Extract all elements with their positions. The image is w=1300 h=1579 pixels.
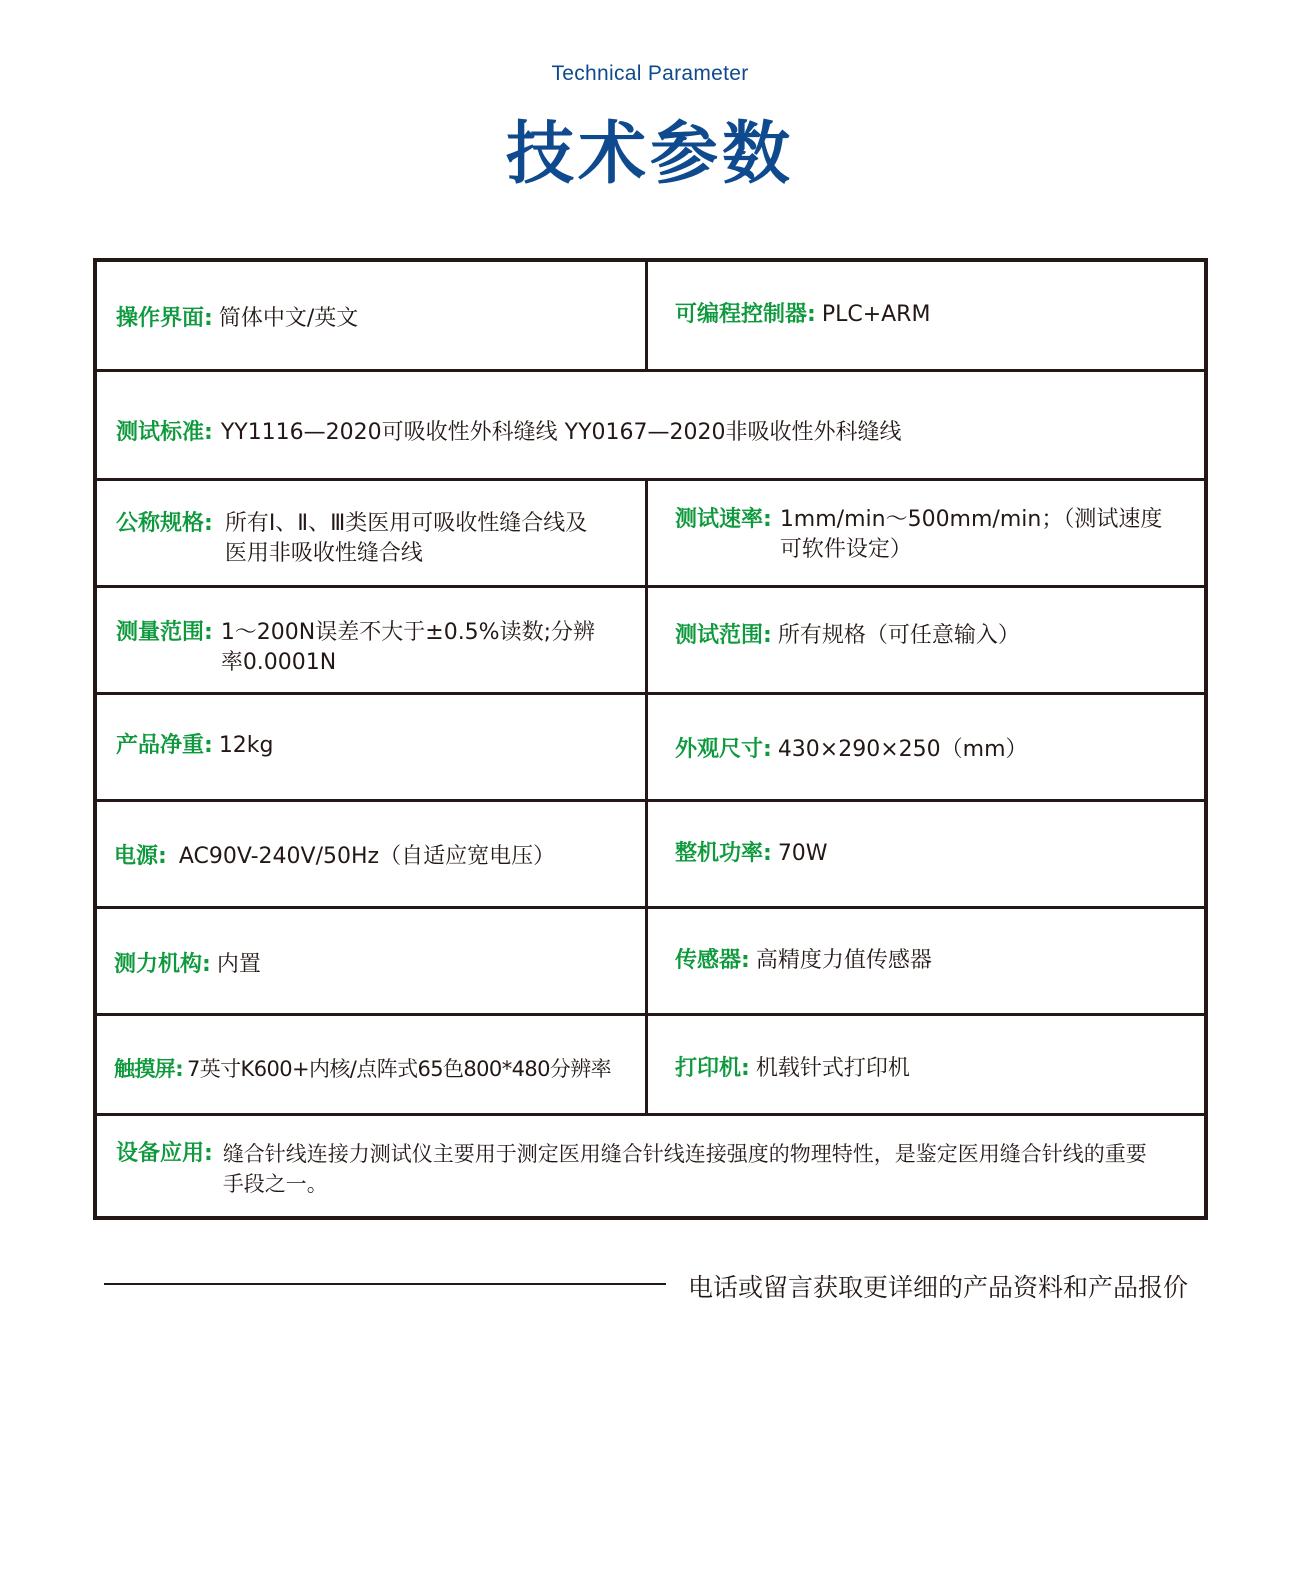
spec-row (97, 906, 1204, 1013)
spec-value: 所有Ⅰ、Ⅱ、Ⅲ类医用可吸收性缝合线及医用非吸收性缝合线 (224, 511, 588, 566)
spec-cell-measure-range (97, 588, 648, 692)
spec-value: 简体中文/英文 (218, 306, 359, 331)
spec-label: 可编程控制器: (675, 302, 816, 327)
spec-cell-touchscreen (97, 1016, 648, 1116)
spec-row (97, 369, 1204, 478)
spec-cell-printer (648, 1016, 1204, 1116)
spec-table (93, 258, 1208, 1220)
spec-value: 7英寸K600+内核/点阵式65色800*480分辨率 (187, 1057, 612, 1081)
spec-cell-nominal-spec (97, 481, 648, 585)
spec-value: 1～200N误差不大于±0.5%读数;分辨率0.0001N (220, 620, 595, 675)
spec-label: 触摸屏: (114, 1057, 183, 1081)
spec-label: 设备应用: (116, 1141, 213, 1166)
spec-label: 测试标准: (116, 420, 213, 445)
spec-cell-test-standard (97, 372, 1204, 478)
spec-row (97, 692, 1204, 799)
footer-cta-text: 电话或留言获取更详细的产品资料和产品报价 (688, 1273, 1189, 1302)
spec-value: 12kg (218, 733, 274, 758)
spec-row (97, 1013, 1204, 1116)
spec-label: 外观尺寸: (675, 737, 772, 762)
spec-cell-force-mechanism (97, 909, 648, 1013)
spec-label: 传感器: (675, 948, 750, 973)
spec-value: 430×290×250（mm） (777, 737, 1028, 762)
spec-value: 所有规格（可任意输入） (777, 623, 1020, 648)
spec-value: YY1116—2020可吸收性外科缝线 YY0167—2020非吸收性外科缝线 (220, 420, 902, 445)
spec-row (97, 262, 1204, 372)
spec-cell-operation-interface (97, 262, 648, 372)
spec-label: 测力机构: (114, 952, 211, 977)
spec-label: 测量范围: (116, 620, 213, 645)
spec-label: 整机功率: (675, 841, 772, 866)
spec-label: 公称规格: (116, 511, 213, 536)
spec-label: 电源: (114, 844, 167, 869)
spec-value: 机载针式打印机 (755, 1056, 910, 1081)
spec-cell-total-power (648, 802, 1204, 906)
spec-label: 操作界面: (116, 306, 213, 331)
spec-value: 内置 (216, 952, 261, 977)
spec-value: 高精度力值传感器 (755, 948, 932, 973)
footer-divider (104, 1283, 666, 1285)
spec-row (97, 585, 1204, 692)
spec-cell-power-supply (97, 802, 648, 906)
spec-label: 产品净重: (116, 733, 213, 758)
spec-cell-net-weight (97, 695, 648, 799)
section-subtitle: Technical Parameter (551, 62, 749, 85)
spec-label: 测试速率: (675, 507, 772, 532)
spec-cell-application (97, 1116, 1204, 1216)
section-title: 技术参数 (505, 115, 794, 194)
spec-row (97, 478, 1204, 585)
spec-row (97, 1113, 1204, 1216)
spec-row (97, 799, 1204, 906)
spec-value: 缝合针线连接力测试仪主要用于测定医用缝合针线连接强度的物理特性，是鉴定医用缝合针线的重要手段之一。 (222, 1142, 1147, 1196)
spec-cell-plc (648, 262, 1204, 372)
spec-cell-test-range (648, 588, 1204, 692)
spec-cell-sensor (648, 909, 1204, 1013)
spec-cell-dimensions (648, 695, 1204, 799)
spec-value: AC90V-240V/50Hz（自适应宽电压） (178, 844, 556, 869)
spec-cell-test-speed (648, 481, 1204, 585)
spec-value: 1mm/min～500mm/min；（测试速度可软件设定） (779, 507, 1163, 562)
spec-label: 测试范围: (675, 623, 772, 648)
spec-value: 70W (777, 841, 828, 866)
spec-label: 打印机: (675, 1056, 750, 1081)
spec-value: PLC+ARM (821, 302, 931, 327)
